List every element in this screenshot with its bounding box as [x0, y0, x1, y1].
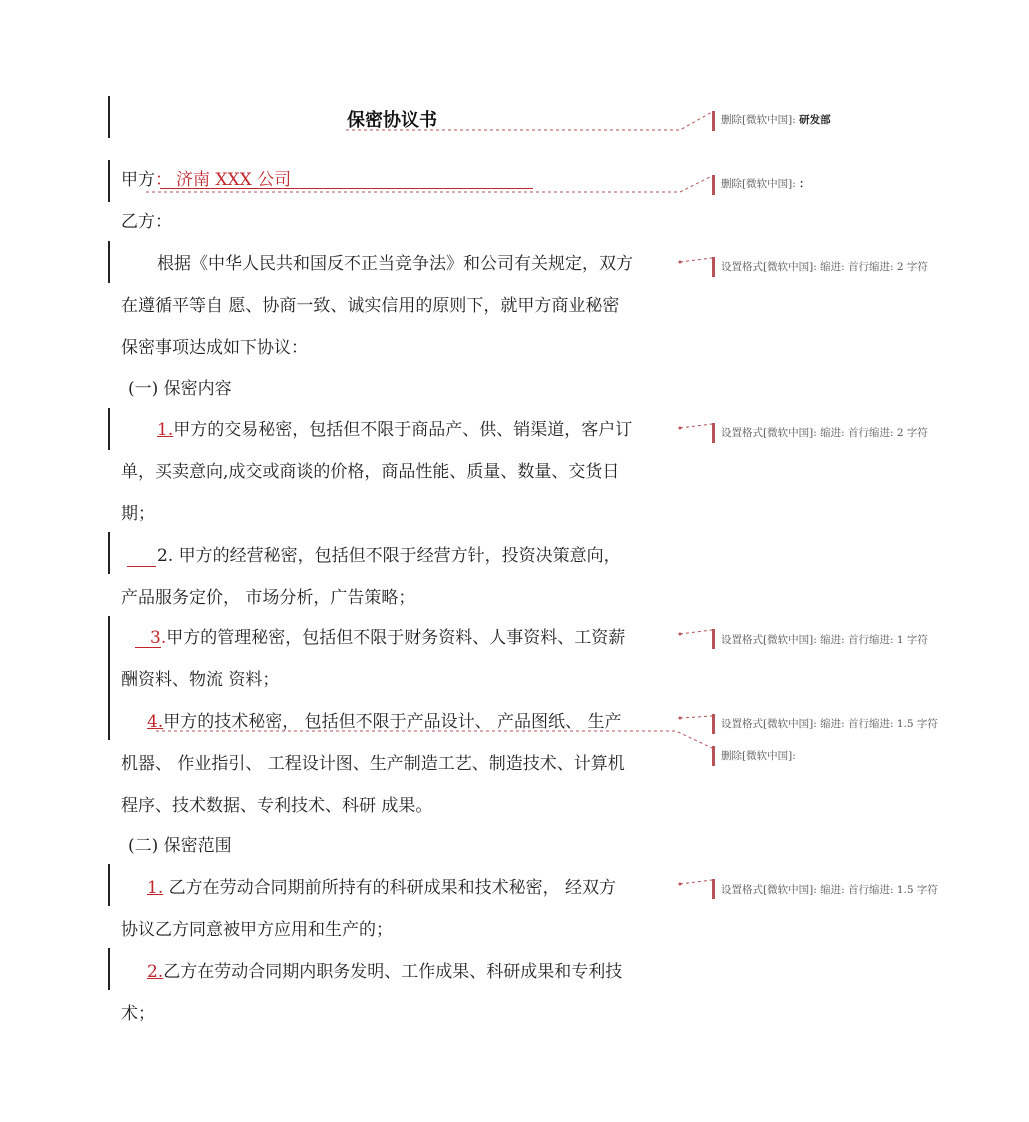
section2-item-1: 1. 乙方在劳动合同期前所持有的科研成果和技术秘密， 经双方 [147, 878, 617, 898]
item-line: 术； [121, 1004, 155, 1024]
item-number: 4. [147, 712, 164, 732]
party-a-label: 甲方 [121, 170, 155, 190]
section-heading: (二) 保密范围 [128, 836, 232, 856]
party-a-underline [160, 188, 533, 189]
section-heading: (一) 保密内容 [128, 379, 232, 399]
change-bar [108, 96, 110, 138]
change-bar [108, 160, 110, 202]
party-b-label: 乙方： [121, 212, 172, 232]
section1-item-3: 3.甲方的管理秘密，包括但不限于财务资料、人事资料、工资薪 [150, 628, 626, 648]
change-bar [108, 532, 110, 574]
item-line: 机器、 作业指引、 工程设计图、生产制造工艺、制造技术、计算机 [121, 754, 625, 774]
change-bar [108, 408, 110, 450]
document-page: 保密协议书 甲方： 济南 XXX 公司 乙方： 根据《中华人民共和国反不正当竞争法》和公司有关规定，双方 在遵循平等自 愿、协商一致、诚实信用的原则下，就甲方商业秘密 保密事项达成如下协议： (一) 保密内容 1.甲方的交易秘密，包括但不限于商品产、供、销渠道，客户订 单，买卖意向,成交或商谈的价格，商品性能、质量、数量、交货日 期； 2. 甲方的经营秘密，包括但不限于经营方针，投资决策意向， 产品服务定价， 市场分析，广告策略； 3.甲方的管理秘密，包括但不限于财务资料、人事资料、工资薪 酬资料、物流 资料； 4.甲方的技术秘密， 包括但不限于产品设计、 产品图纸、 生产 机器、 作业指引、 工程设计图、生产制造工艺、制造技术、计算机 程序、技术数据、专利技术、科研 成果。 (二) 保密范围 1. 乙方在劳动合同期前所持有的科研成果和技术秘密， 经双方 协议乙方同意被甲方应用和生产的； 2.乙方在劳动合同期内职务发明、工作成果、科研成果和专利技 术； 删除[微软中国]: 研发部 删除[微软中国]: ： 设置格式[微软中国]: 缩进: 首行缩进: 2 字符 设置格式[微软中国]: 缩进: 首行缩进: 2 字符 设置格式[微软中国]: 缩进: 首行缩进: 1 字符 设置格式[微软中国]: 缩进: 首行缩进: 1.5 字符 删除[微软中国]: 设置格式[微软中国]: 缩进: 首行缩进: 1.5 字符 [0, 0, 1029, 1122]
item-number: 3. [150, 628, 167, 648]
item-number: 2. [147, 962, 164, 982]
party-a-colon: ： [155, 170, 172, 190]
item-line: 期； [121, 504, 155, 524]
section1-item-2: 2. 甲方的经营秘密，包括但不限于经营方针，投资决策意向， [157, 546, 621, 566]
change-bar [108, 241, 110, 283]
item-line: 单，买卖意向,成交或商谈的价格，商品性能、质量、数量、交货日 [121, 462, 620, 482]
inserted-indent-underline [127, 566, 156, 567]
change-bar [108, 948, 110, 990]
intro-line: 在遵循平等自 愿、协商一致、诚实信用的原则下，就甲方商业秘密 [121, 296, 620, 316]
document-title: 保密协议书 [347, 110, 437, 131]
intro-line: 根据《中华人民共和国反不正当竞争法》和公司有关规定，双方 [157, 254, 633, 274]
item-number: 1. [157, 420, 174, 440]
party-a-value[interactable]: 济南 XXX 公司 [176, 170, 292, 190]
change-bar [108, 616, 110, 740]
change-bar [108, 864, 110, 906]
item-line: 程序、技术数据、专利技术、科研 成果。 [121, 796, 433, 816]
section1-item-1: 1.甲方的交易秘密，包括但不限于商品产、供、销渠道，客户订 [157, 420, 633, 440]
item-line: 产品服务定价， 市场分析，广告策略； [121, 588, 416, 608]
item-number: 1. [147, 878, 164, 898]
party-a-line [121, 170, 291, 190]
section1-item-4: 4.甲方的技术秘密， 包括但不限于产品设计、 产品图纸、 生产 [147, 712, 622, 732]
section2-item-2: 2.乙方在劳动合同期内职务发明、工作成果、科研成果和专利技 [147, 962, 623, 982]
item-line: 酬资料、物流 资料； [121, 670, 280, 690]
intro-line: 保密事项达成如下协议： [121, 338, 308, 358]
item-number: 2. [157, 546, 174, 566]
item-line: 协议乙方同意被甲方应用和生产的； [121, 920, 393, 940]
